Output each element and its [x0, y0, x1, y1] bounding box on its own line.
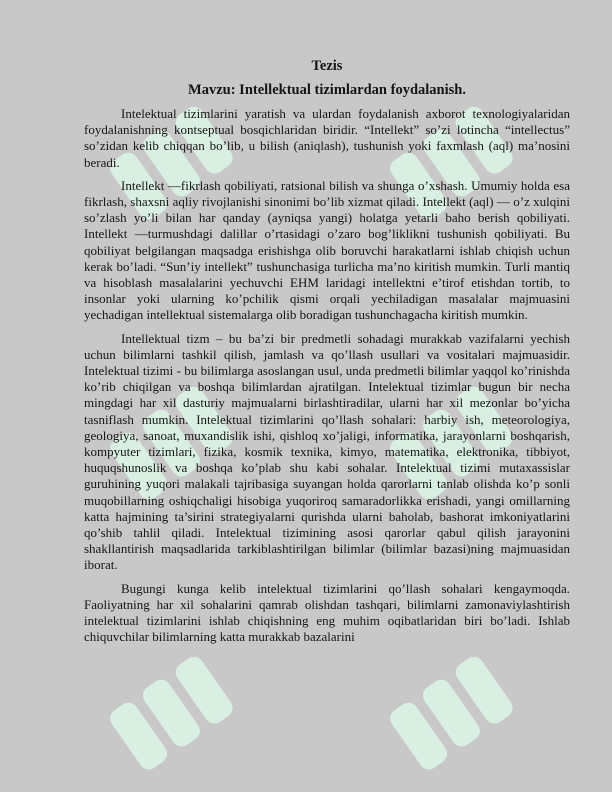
- document-subtitle: Mavzu: Intellektual tizimlardan foydalanish.: [188, 82, 466, 98]
- paragraph-2: Intellekt —fikrlash qobiliyati, ratsional bilish va shunga o’xshash. Umumiy holda esa fikrlash, shaxsni aqliy rivojlanishi sinonimi bo’lib xizmat qiladi. Intellekt (aql) — o’z xulqini so’zlash yo’li bilan har qanday (ayniqsa yangi) holatga yetarli baho berish qobiliyati. Intellekt —turmushdagi dalillar o’rtasidagi o’zaro bog’liklikni tushunish qobiliyati. Bu qobiliyat belgilangan maqsadga erishishga olib boruvchi harakatlarni ishlab chiqish uchun kerak bo’ladi. “Sun’iy intellekt” tushunchasiga turlicha ma’no kiritish mumkin. Turli mantiq va hisoblash masalalarini yechuvchi EHM laridagi intellektni e’tirof etishdan tortib, to insonlar yoki ularning ko’pchilik qismi orqali yechiladigan masalalar majmuasini yechadigan intellektual sistemalarga olib boradigan tushunchagacha kiritish mumkin.: [84, 177, 570, 323]
- document-body: [84, 56, 570, 653]
- paragraph-4: Bugungi kunga kelib intelektual tizimlarini qo’llash sohalari kengaymoqda. Faoliyatning har xil sohalarini qamrab olishdan tashqari, bilimlarni zamonaviylashtirish intelektual tizimlarini ishlab chiqishning eng muhim oqibatlaridan biri bo’ladi. Ishlab chiquvchilar bilimlarning katta murakkab bazalarini: [84, 580, 570, 645]
- paragraph-3: Intellektual tizm – bu ba’zi bir predmetli sohadagi murakkab vazifalarni yechish uchun bilimlarni tashkil qilish, jamlash va qo’llash usullari va vositalari majmuasidir. Intelektual tizimi - bu bilimlarga asoslangan usul, unda predmetli bilimlar yaqqol ko’rinishda ko’rib chiqilgan va boshqa bilimlardan ajratilgan. Intelektual tizimlar bugun bir necha mingdagi har xil dasturiy majmualarni birlashtiradilar, ularni har xil mezonlar bo’yicha tasniflash mumkin. Intelektual tizimlarini qo’llash sohalari: harbiy ish, meteorologiya, geologiya, sanoat, muxandislik ishi, qishloq xo’jaligi, informatika, jarayonlarni boshqarish, kompyuter tizimlari, fizika, kosmik texnika, kimyo, matematika, elektronika, tibbiyot, huquqshunoslik va boshqa ko’plab shu kabi sohalar. Intelektual tizimi mutaxassislar guruhining yuqori malakali tajribasiga suyangan holda qarorlarni tanlab olishda ko’p sonli muqobillarning oshiqchaligi hisobiga yuqoriroq samaradorlikka erishadi, yangi omillarning katta hajmining ta’sirini strategiyalarni qurishda ularni baholab, bashorat imkoniyatlarini qo’shib tahlil qiladi. Intelektual tizimining asosi qarorlar qabul qilish jarayonini shakllantirish maqsadlarida tarkiblashtirilgan bilimlar (bilimlar bazasi)ning majmuasidan iborat.: [84, 330, 570, 573]
- paragraph-1: Intelektual tizimlarini yaratish va ulardan foydalanish axborot texnologiyalaridan foydalanishning kontseptual bosqichlaridan biridir. “Intellekt” so’zi lotincha “intellectus” so’zidan kelib chiqqan bo’lib, u bilish (aniqlash), tushunish yoki faxmlash (aql) ma’nosini beradi.: [84, 106, 570, 170]
- document-title: Tezis: [311, 58, 343, 74]
